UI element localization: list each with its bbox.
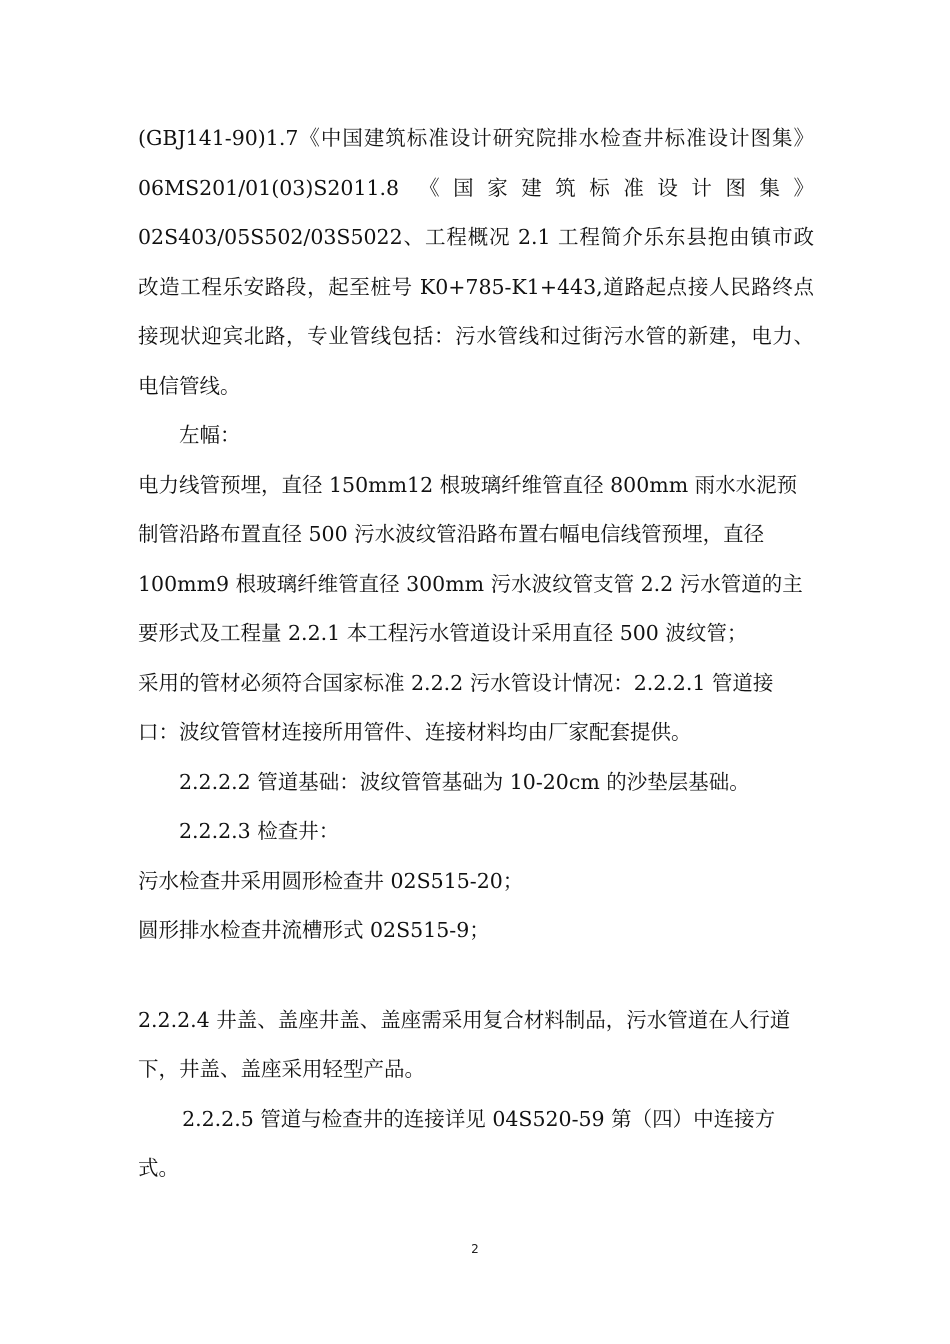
paragraph-project-overview: (GBJ141-90)1.7《中国建筑标准设计研究院排水检查井标准设计图集》 06MS201/01(03)S2011.8 《国家建筑标准设计图集》02S403/05S502/03S5022、工程概况 2.1 工程简介乐东县抱由镇市政改造工程乐安路段，起至桩号 K0+785-K1+443,道路起点接人民路终点接现状迎宾北路，专业管线包括：污水管线和过街污水管的新建，电力、电信管线。 bbox=[138, 126, 814, 398]
paragraph-flow-channel-type: 圆形排水检查井流槽形式 02S515-9； bbox=[138, 918, 490, 942]
paragraph-inspection-well-type: 污水检查井采用圆形检查井 02S515-20； bbox=[138, 868, 524, 893]
paragraph-pipe-well-connection: 2.2.2.5 管道与检查井的连接详见 04S520-59 第（四）中连接方式。 bbox=[138, 1106, 776, 1180]
paragraph-pipe-foundation: 2.2.2.2 管道基础：波纹管管基础为 10-20cm 的沙垫层基础。 bbox=[179, 769, 750, 794]
paragraph-pipe-material: 采用的管材必须符合国家标准 2.2.2 污水管设计情况：2.2.2.1 管道接口：波纹管管材连接所用管件、连接材料均由厂家配套提供。 bbox=[138, 670, 774, 744]
page-number: 2 bbox=[471, 1242, 479, 1256]
paragraph-left-side-label: 左幅： bbox=[179, 423, 241, 447]
paragraph-pipeline-layout: 电力线管预埋，直径 150mm12 根玻璃纤维管直径 800mm 雨水水泥预制管沿路布置直径 500 污水波纹管沿路布置右幅电信线管预埋，直径 100mm9 根玻璃纤维管直径 300mm 污水波纹管支管 2.2 污水管道的主要形式及工程量 2.2.1 本工程污水管道设计采用直径 500 波纹管； bbox=[138, 472, 803, 645]
paragraph-well-cover: 2.2.2.4 井盖、盖座井盖、盖座需采用复合材料制品，污水管道在人行道下，井盖、盖座采用轻型产品。 bbox=[138, 1007, 791, 1081]
document-body bbox=[138, 114, 814, 1194]
paragraph-inspection-well-heading: 2.2.2.3 检查井： bbox=[179, 819, 340, 843]
